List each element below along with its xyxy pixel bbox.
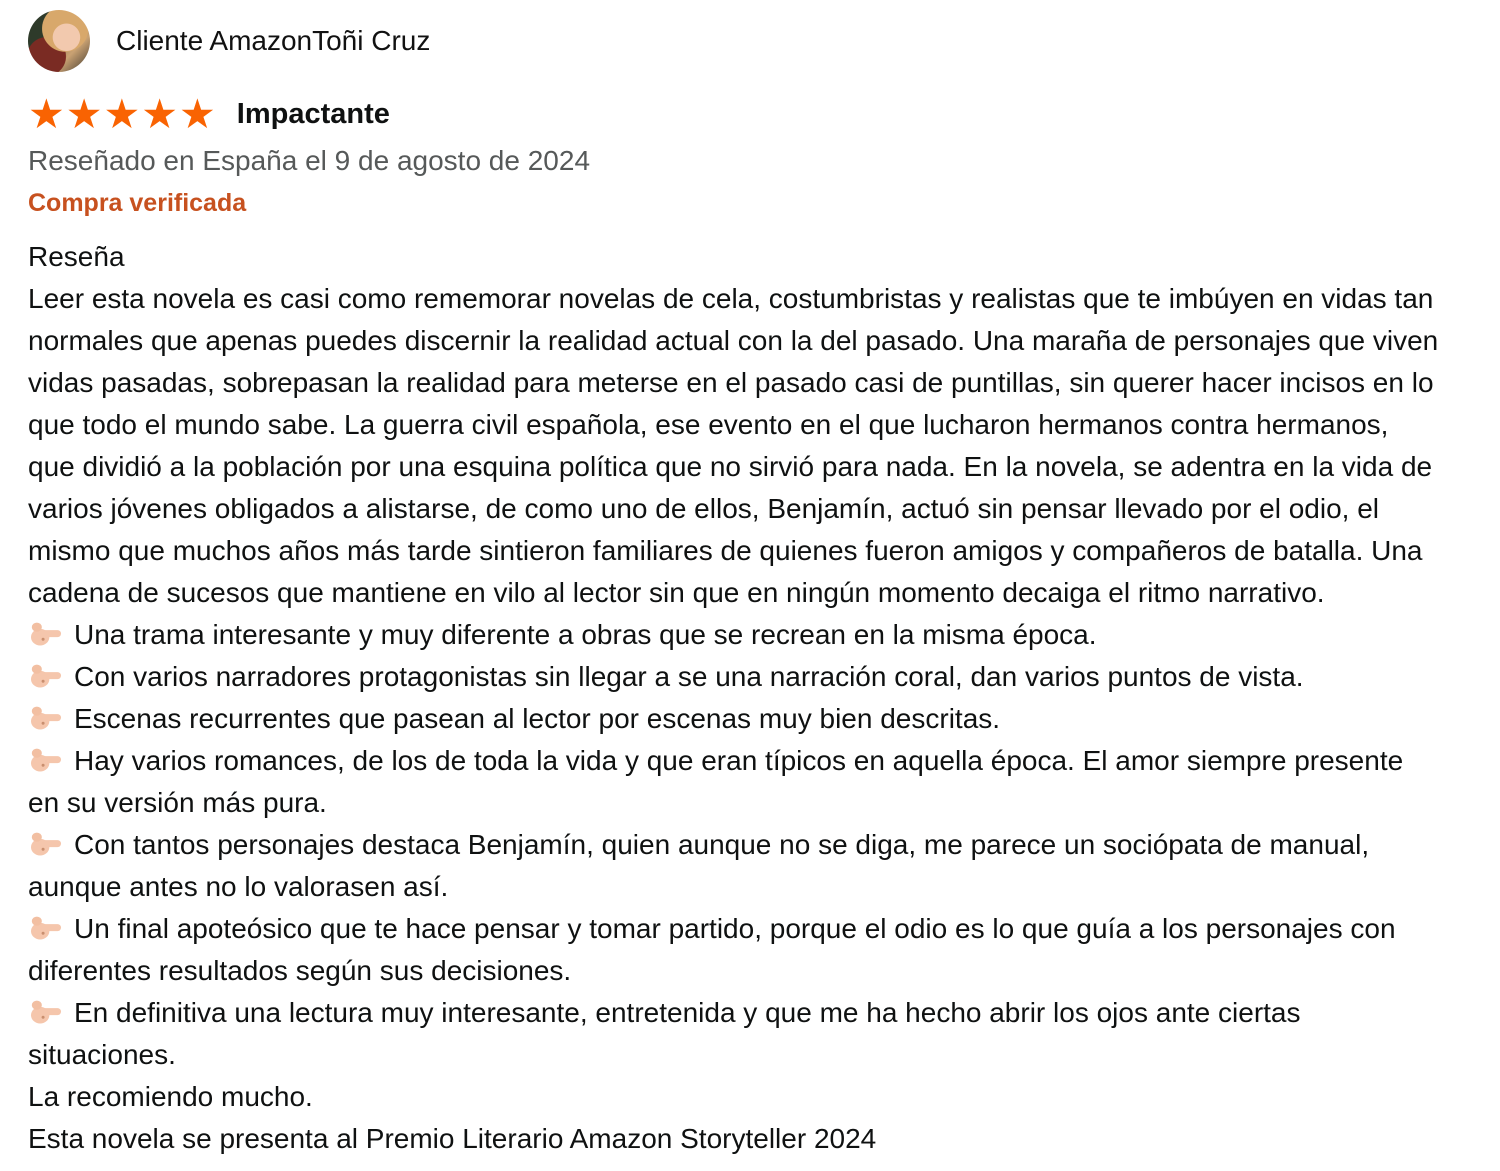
review-bullet (28, 614, 1440, 656)
review-bullet (28, 698, 1440, 740)
bullet-text: Una trama interesante y muy diferente a obras que se recrean en la misma época. (74, 619, 1097, 650)
rating-row (28, 90, 1440, 138)
review-paragraph: Leer esta novela es casi como rememorar novelas de cela, costumbristas y realistas que te imbúyen en vidas tan normales que apenas puedes discernir la realidad actual con la del pasado. Una maraña de personajes que viven vidas pasadas, sobrepasan la realidad para meterse en el pasado casi de puntillas, sin querer hacer incisos en lo que todo el mundo sabe. La guerra civil española, ese evento en el que lucharon hermanos contra hermanos, que dividió a la población por una esquina política que no sirvió para nada. En la novela, se adentra en la vida de varios jóvenes obligados a alistarse, de como uno de ellos, Benjamín, actuó sin pensar llevado por el odio, el mismo que muchos años más tarde sintieron familiares de quienes fueron amigos y compañeros de batalla. Una cadena de sucesos que mantiene en vilo al lector sin que en ningún momento decaiga el ritmo narrativo. (28, 283, 1439, 608)
verified-purchase-badge[interactable]: Compra verificada (28, 189, 247, 217)
bullet-text: Un final apoteósico que te hace pensar y tomar partido, porque el odio es lo que guía a los personajes con diferentes resultados según sus decisiones. (28, 913, 1396, 986)
closing-line: Esta novela se presenta al Premio Literario Amazon Storyteller 2024 (28, 1123, 877, 1154)
reviewer-name[interactable]: Cliente AmazonToñi Cruz (116, 25, 431, 56)
star-rating-icon: ★★★★★ (28, 90, 217, 138)
review-bullet (28, 740, 1440, 824)
pointing-hand-icon (28, 828, 64, 858)
review-bullet (28, 824, 1440, 908)
pointing-hand-icon (28, 744, 64, 774)
bullet-text: En definitiva una lectura muy interesante, entretenida y que me ha hecho abrir los ojos ante ciertas situaciones. (28, 997, 1301, 1070)
pointing-hand-icon (28, 996, 64, 1026)
review-body-label: Reseña (28, 241, 125, 272)
bullet-text: Escenas recurrentes que pasean al lector por escenas muy bien descritas. (74, 703, 1001, 734)
closing-line: La recomiendo mucho. (28, 1081, 313, 1112)
bullet-text: Hay varios romances, de los de toda la vida y que eran típicos en aquella época. El amor siempre presente en su versión más pura. (28, 745, 1404, 818)
avatar[interactable] (28, 10, 90, 72)
pointing-hand-icon (28, 660, 64, 690)
pointing-hand-icon (28, 702, 64, 732)
pointing-hand-icon (28, 912, 64, 942)
bullet-text: Con tantos personajes destaca Benjamín, quien aunque no se diga, me parece un sociópata de manual, aunque antes no lo valorasen así. (28, 829, 1370, 902)
review-bullet (28, 992, 1440, 1076)
bullet-text: Con varios narradores protagonistas sin llegar a se una narración coral, dan varios puntos de vista. (74, 661, 1304, 692)
pointing-hand-icon (28, 618, 64, 648)
review-body (28, 236, 1440, 1160)
review-date: Reseñado en España el 9 de agosto de 2024 (28, 145, 591, 176)
reviewer-row (28, 10, 1440, 72)
review-bullet (28, 656, 1440, 698)
review-title[interactable]: Impactante (236, 98, 390, 130)
review-bullet (28, 908, 1440, 992)
